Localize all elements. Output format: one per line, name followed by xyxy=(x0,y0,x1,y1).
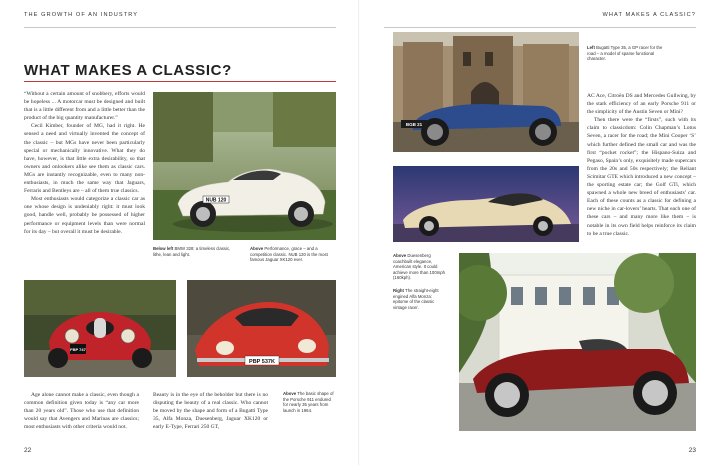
alfa-monza-photo xyxy=(459,253,696,431)
bugatti-plate: BGB 21 xyxy=(405,122,423,127)
body-paragraph: Cecil Kimber, founder of MG, had it right. He sensed a need and virtually invented the concept of the classic – but MGs have never been particularly special or mechanically innovative. What they do have, however, is that little extra desirability, so that owners and onlookers alike see them as classic cars. MGs are instantly recognizable, even to many non-enthusiasts, in much the same way that Jaguars, Ferraris and Bentleys are – all of them true classics. xyxy=(24,123,145,195)
bottom-column-1 xyxy=(24,391,139,431)
porsche-911-photo xyxy=(187,280,336,377)
body-paragraph: AC Ace, Citroën DS and Mercedes Gullwing, by the stark efficiency of an early Porsche 911 or the simplicity of the Austin Seven or Mini? xyxy=(587,93,696,116)
body-paragraph: Beauty is in the eye of the beholder but there is no disputing the beauty of a real classic. Who cannot be moved by the shape and form of a Bugatti Type 35, Alfa Monza, Duesenberg, Jaguar XK120 or early E-Type, Ferrari 250 GT, xyxy=(153,392,268,431)
porsche-plate: PBP 537K xyxy=(249,359,275,365)
caption-porsche: Above The basic shape of the Porsche 911 endured for nearly 35 years from launch in 1964. xyxy=(283,391,334,413)
jaguar-xk120-photo xyxy=(153,92,336,240)
left-body-column xyxy=(24,90,145,236)
body-paragraph: Most enthusiasts would categorize a classic car as one whose design is undeniably right: it must look good, handle well, probably be possessed of higher performance or equipment levels than were normal for its day – but overall it must be desirable. xyxy=(24,196,145,235)
jaguar-plate: NUB 120 xyxy=(205,197,227,204)
duesenberg-photo xyxy=(393,166,579,242)
header-rule xyxy=(24,27,336,28)
page-title: WHAT MAKES A CLASSIC? xyxy=(24,62,232,79)
caption-bmw: Below left BMW 328: a timeless classic, lithe, lean and light. xyxy=(153,246,231,257)
running-head-right: WHAT MAKES A CLASSIC? xyxy=(602,12,696,18)
page-number-right: 23 xyxy=(688,447,696,454)
title-rule xyxy=(24,81,336,82)
caption-jaguar: Above Performance, grace – and a competition classic. NUB 120 is the most famous Jaguar XK120 ever. xyxy=(250,246,328,263)
bmw-plate: FBP 747 xyxy=(70,347,86,352)
running-head-left: THE GROWTH OF AN INDUSTRY xyxy=(24,12,139,18)
bmw-328-photo xyxy=(24,280,176,377)
caption-alfa: Right The straight-eight engined Alfa Monza: epitome of the classic vintage racer. xyxy=(393,288,439,310)
page-number-left: 22 xyxy=(24,447,32,454)
header-rule xyxy=(384,27,696,28)
right-page xyxy=(360,0,720,465)
body-paragraph: Age alone cannot make a classic, even though a common definition given today is “any car more than 20 years old”. Those who use that definition would say that Avengers and Marinas are classics; most enthusiasts with other criteria would not. xyxy=(24,392,139,431)
body-paragraph: “Without a certain amount of snobbery, efforts would be hopeless ... A motorcar must be designed and built that is a little different from and a little better than the product of the big quantity manufacturer.” xyxy=(24,91,145,122)
bugatti-type35-photo xyxy=(393,32,579,152)
right-body-column xyxy=(587,92,696,238)
caption-bugatti: Left Bugatti Type 35, a GP racer for the road – a model of sparse functional character. xyxy=(587,45,663,62)
caption-duesenberg: Above Duesenberg coachbuilt elegance, American style. It could achieve more than 100mph (160kph). xyxy=(393,253,446,281)
body-paragraph: Then there were the “firsts”, such with its claim to classicdom: Colin Chapman’s Lotus Seven, a racer for the road; the Mini Cooper ‘S’ which further defined the small car and was the first “pocket rocket”; the Hispano-Suiza and Pegaso, Spain’s only, exquisitely made supercars from the 20s and 50s respectively; the Reliant Scimitar GTE which introduced a new concept – the sporting estate car; the Golf GTi, which spawned a whole new breed of enthusiasts’ car. Each of these counts as a classic for defining a new niche in car-lovers’ hearts. That each one of these cars – and many more like them – is notable in its own field helps reinforce its claim to be a true classic. xyxy=(587,117,696,237)
bottom-column-2 xyxy=(153,391,268,431)
